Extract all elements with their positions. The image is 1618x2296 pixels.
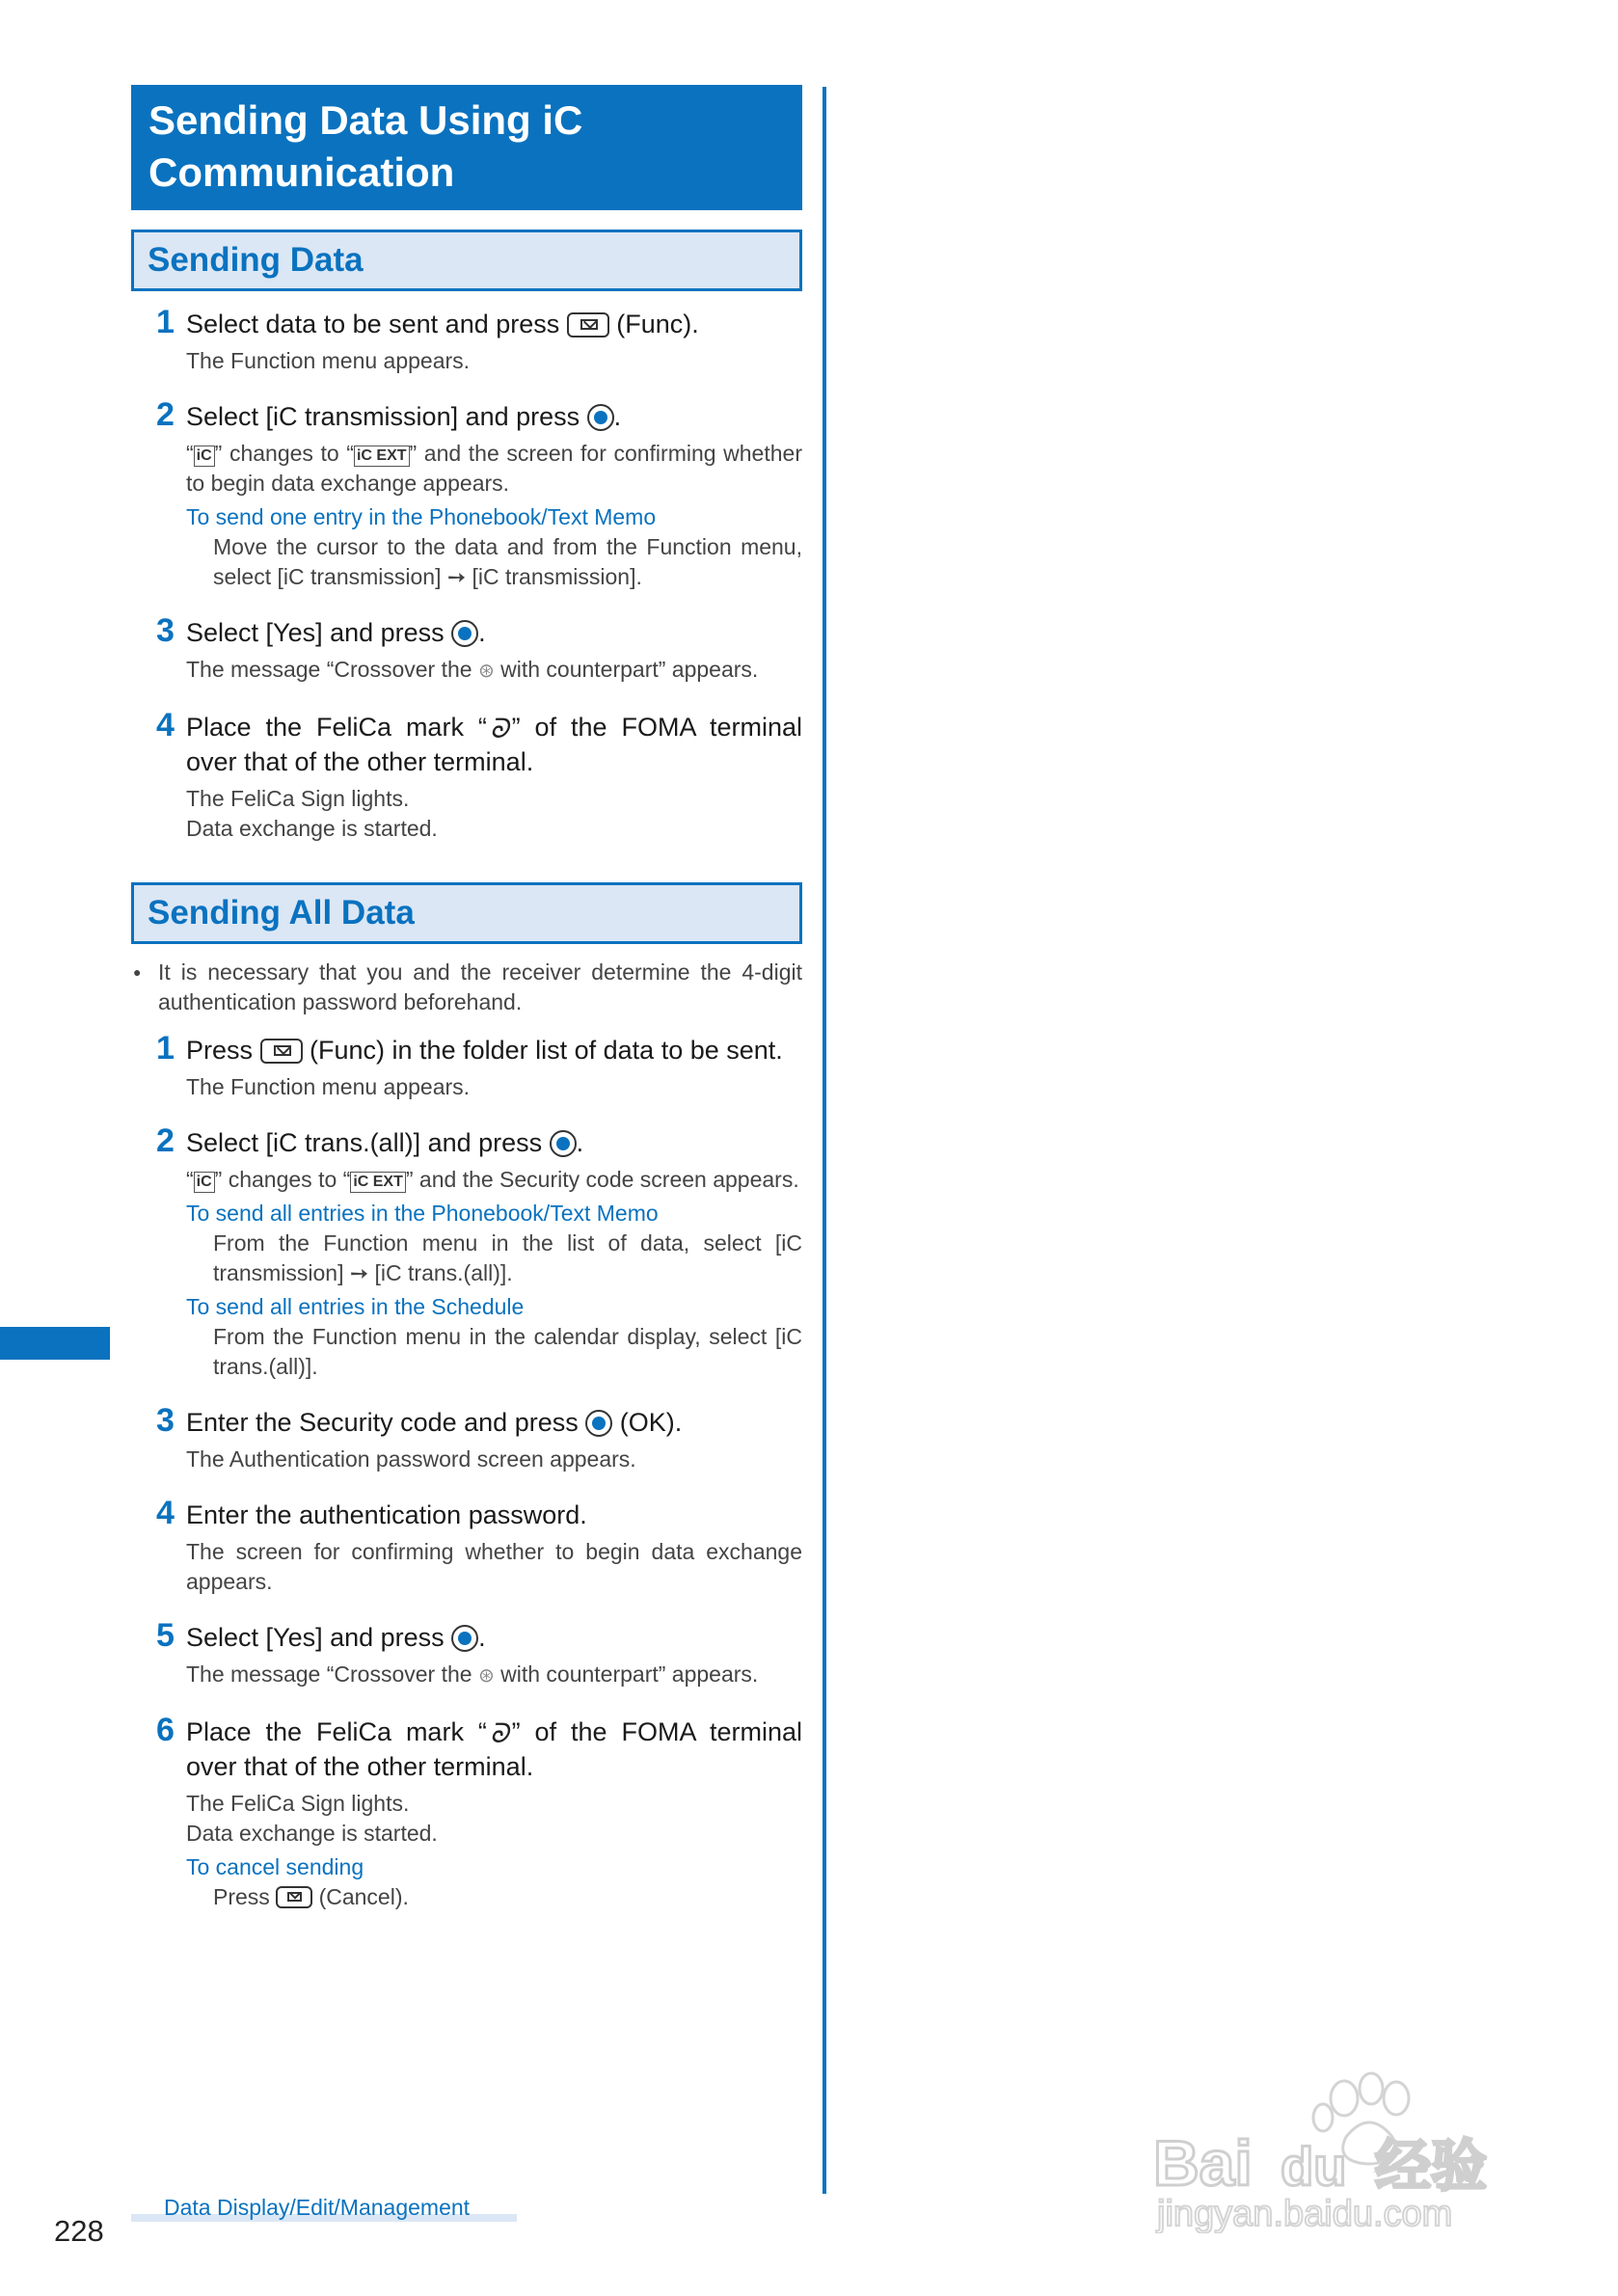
text-run: ” changes to “ xyxy=(214,1167,351,1192)
step-number: 2 xyxy=(156,1122,175,1159)
page-title: Sending Data Using iC Communication xyxy=(131,85,802,210)
section-heading: Sending Data xyxy=(131,230,802,291)
subtask-heading: To send all entries in the Schedule xyxy=(186,1294,525,1319)
step-result: The screen for confirming whether to begin data exchange appears. xyxy=(186,1539,802,1594)
step xyxy=(131,1712,802,1912)
bullet-text: It is necessary that you and the receiver determine the 4-digit authentication password beforehand. xyxy=(158,959,802,1014)
text-run: “ xyxy=(186,1167,194,1192)
step-number: 4 xyxy=(156,707,175,743)
text-run: Select [Yes] and press xyxy=(186,1623,452,1652)
baidu-watermark-logo xyxy=(1153,2060,1539,2233)
ic-indicator-icon: iC xyxy=(194,1172,215,1193)
chapter-tab xyxy=(0,1327,110,1360)
center-key-icon xyxy=(585,1410,612,1437)
step xyxy=(131,1122,802,1382)
step-instruction xyxy=(186,1620,802,1655)
envelope-icon xyxy=(287,1892,302,1902)
bullet-dot-icon: ● xyxy=(133,964,142,980)
text-run: with counterpart” appears. xyxy=(494,1661,759,1687)
center-key-icon xyxy=(550,1130,577,1157)
subtask-body: Move the cursor to the data and from the Function menu, select [iC transmission] ➙ [iC transmission]. xyxy=(213,534,802,589)
ic-indicator-icon: iC xyxy=(194,446,215,467)
text-run: ” and the screen for confirming whether to begin data exchange appears. xyxy=(186,441,802,496)
text-run: The message “Crossover the xyxy=(186,1661,478,1687)
step xyxy=(131,612,802,687)
text-run: . xyxy=(478,618,486,647)
step-instruction xyxy=(186,307,802,341)
column-divider xyxy=(822,87,826,2194)
center-key-icon xyxy=(587,404,614,431)
step-number: 2 xyxy=(156,396,175,433)
step-list xyxy=(131,304,802,844)
text-run: . xyxy=(576,1128,584,1157)
text-run: The message “Crossover the xyxy=(186,657,478,682)
step-result: Data exchange is started. xyxy=(186,1821,438,1846)
step-result: The FeliCa Sign lights. xyxy=(186,786,410,811)
step-result: The FeliCa Sign lights. xyxy=(186,1791,410,1816)
svg-text:du: du xyxy=(1281,2136,1347,2197)
text-run: ” of the FOMA terminal over that of the other terminal. xyxy=(186,713,802,776)
envelope-icon xyxy=(580,319,598,330)
step-result xyxy=(186,439,802,499)
content-column xyxy=(131,85,802,1935)
text-run: ” and the Security code screen appears. xyxy=(405,1167,799,1192)
step-result: The Function menu appears. xyxy=(186,1074,471,1099)
step-number: 1 xyxy=(156,1030,175,1067)
step-number: 4 xyxy=(156,1495,175,1531)
step-instruction xyxy=(186,399,802,434)
text-run: ” of the FOMA terminal over that of the other terminal. xyxy=(186,1717,802,1781)
page-number: 228 xyxy=(54,2214,104,2248)
mail-key-icon xyxy=(276,1886,312,1908)
step-number: 3 xyxy=(156,612,175,649)
text-run: Select [iC trans.(all)] and press xyxy=(186,1128,550,1157)
crossover-icon: ⊛ xyxy=(477,1665,495,1687)
svg-text:经验: 经验 xyxy=(1375,2133,1488,2199)
step-result: The Function menu appears. xyxy=(186,348,471,373)
text-run: “ xyxy=(186,441,194,466)
step-instruction xyxy=(186,1033,802,1067)
step-result: The Authentication password screen appears. xyxy=(186,1446,636,1472)
text-run: Press xyxy=(213,1884,277,1909)
step-instruction xyxy=(186,710,802,779)
text-run: Select [Yes] and press xyxy=(186,618,452,647)
step-number: 3 xyxy=(156,1402,175,1439)
sections xyxy=(131,230,802,1912)
step xyxy=(131,304,802,376)
text-run: (Func) in the folder list of data to be sent. xyxy=(302,1036,783,1065)
subtask-heading: To send all entries in the Phonebook/Text Memo xyxy=(186,1201,659,1226)
step-instruction xyxy=(186,1715,802,1784)
note-bullet xyxy=(131,958,802,1017)
text-run: Select [iC transmission] and press xyxy=(186,402,587,431)
step xyxy=(131,1030,802,1102)
step xyxy=(131,707,802,844)
center-key-icon xyxy=(451,620,478,647)
felica-mark-icon: ᘐ xyxy=(489,1718,509,1748)
crossover-icon: ⊛ xyxy=(477,661,495,682)
step xyxy=(131,1495,802,1597)
text-run: ” changes to “ xyxy=(214,441,354,466)
step-result xyxy=(186,655,802,687)
envelope-icon xyxy=(274,1045,291,1056)
footer-section-name: Data Display/Edit/Management xyxy=(164,2195,471,2220)
step xyxy=(131,396,802,592)
step-instruction xyxy=(186,615,802,650)
step-result: Data exchange is started. xyxy=(186,816,438,841)
subtask-body xyxy=(186,1882,802,1912)
text-run: Enter the Security code and press xyxy=(186,1408,586,1437)
text-run: (Cancel). xyxy=(312,1884,409,1909)
step-number: 5 xyxy=(156,1617,175,1654)
text-run: Enter the authentication password. xyxy=(186,1500,587,1529)
subtask-body: From the Function menu in the list of data, select [iC transmission] ➙ [iC trans.(all)]. xyxy=(213,1230,802,1285)
section-heading: Sending All Data xyxy=(131,882,802,944)
step-number: 1 xyxy=(156,304,175,340)
svg-text:Bai: Bai xyxy=(1153,2127,1253,2199)
step-instruction xyxy=(186,1125,802,1160)
mail-key-icon xyxy=(567,312,609,338)
text-run: Place the FeliCa mark “ xyxy=(186,1717,487,1746)
step-list xyxy=(131,1030,802,1912)
ic-indicator-icon: iC EXT xyxy=(354,446,410,467)
step-instruction xyxy=(186,1498,802,1532)
step xyxy=(131,1402,802,1474)
text-run: . xyxy=(613,402,622,431)
step-number: 6 xyxy=(156,1712,175,1748)
step-instruction xyxy=(186,1405,802,1440)
text-run: (Func). xyxy=(608,310,699,338)
text-run: with counterpart” appears. xyxy=(494,657,759,682)
step-result xyxy=(186,1165,802,1195)
center-key-icon xyxy=(451,1625,478,1652)
step-result xyxy=(186,1660,802,1691)
subtask-body: From the Function menu in the calendar display, select [iC trans.(all)]. xyxy=(213,1324,802,1379)
text-run: Select data to be sent and press xyxy=(186,310,567,338)
subtask-heading: To send one entry in the Phonebook/Text Memo xyxy=(186,504,657,529)
ic-indicator-icon: iC EXT xyxy=(350,1172,406,1193)
step xyxy=(131,1617,802,1691)
subtask-heading: To cancel sending xyxy=(186,1854,364,1879)
text-run: Press xyxy=(186,1036,260,1065)
mail-key-icon xyxy=(260,1039,303,1064)
text-run: . xyxy=(478,1623,486,1652)
text-run: Place the FeliCa mark “ xyxy=(186,713,487,742)
svg-text:jingyan.baidu.com: jingyan.baidu.com xyxy=(1157,2194,1453,2233)
text-run: (OK). xyxy=(612,1408,683,1437)
felica-mark-icon: ᘐ xyxy=(489,714,509,743)
